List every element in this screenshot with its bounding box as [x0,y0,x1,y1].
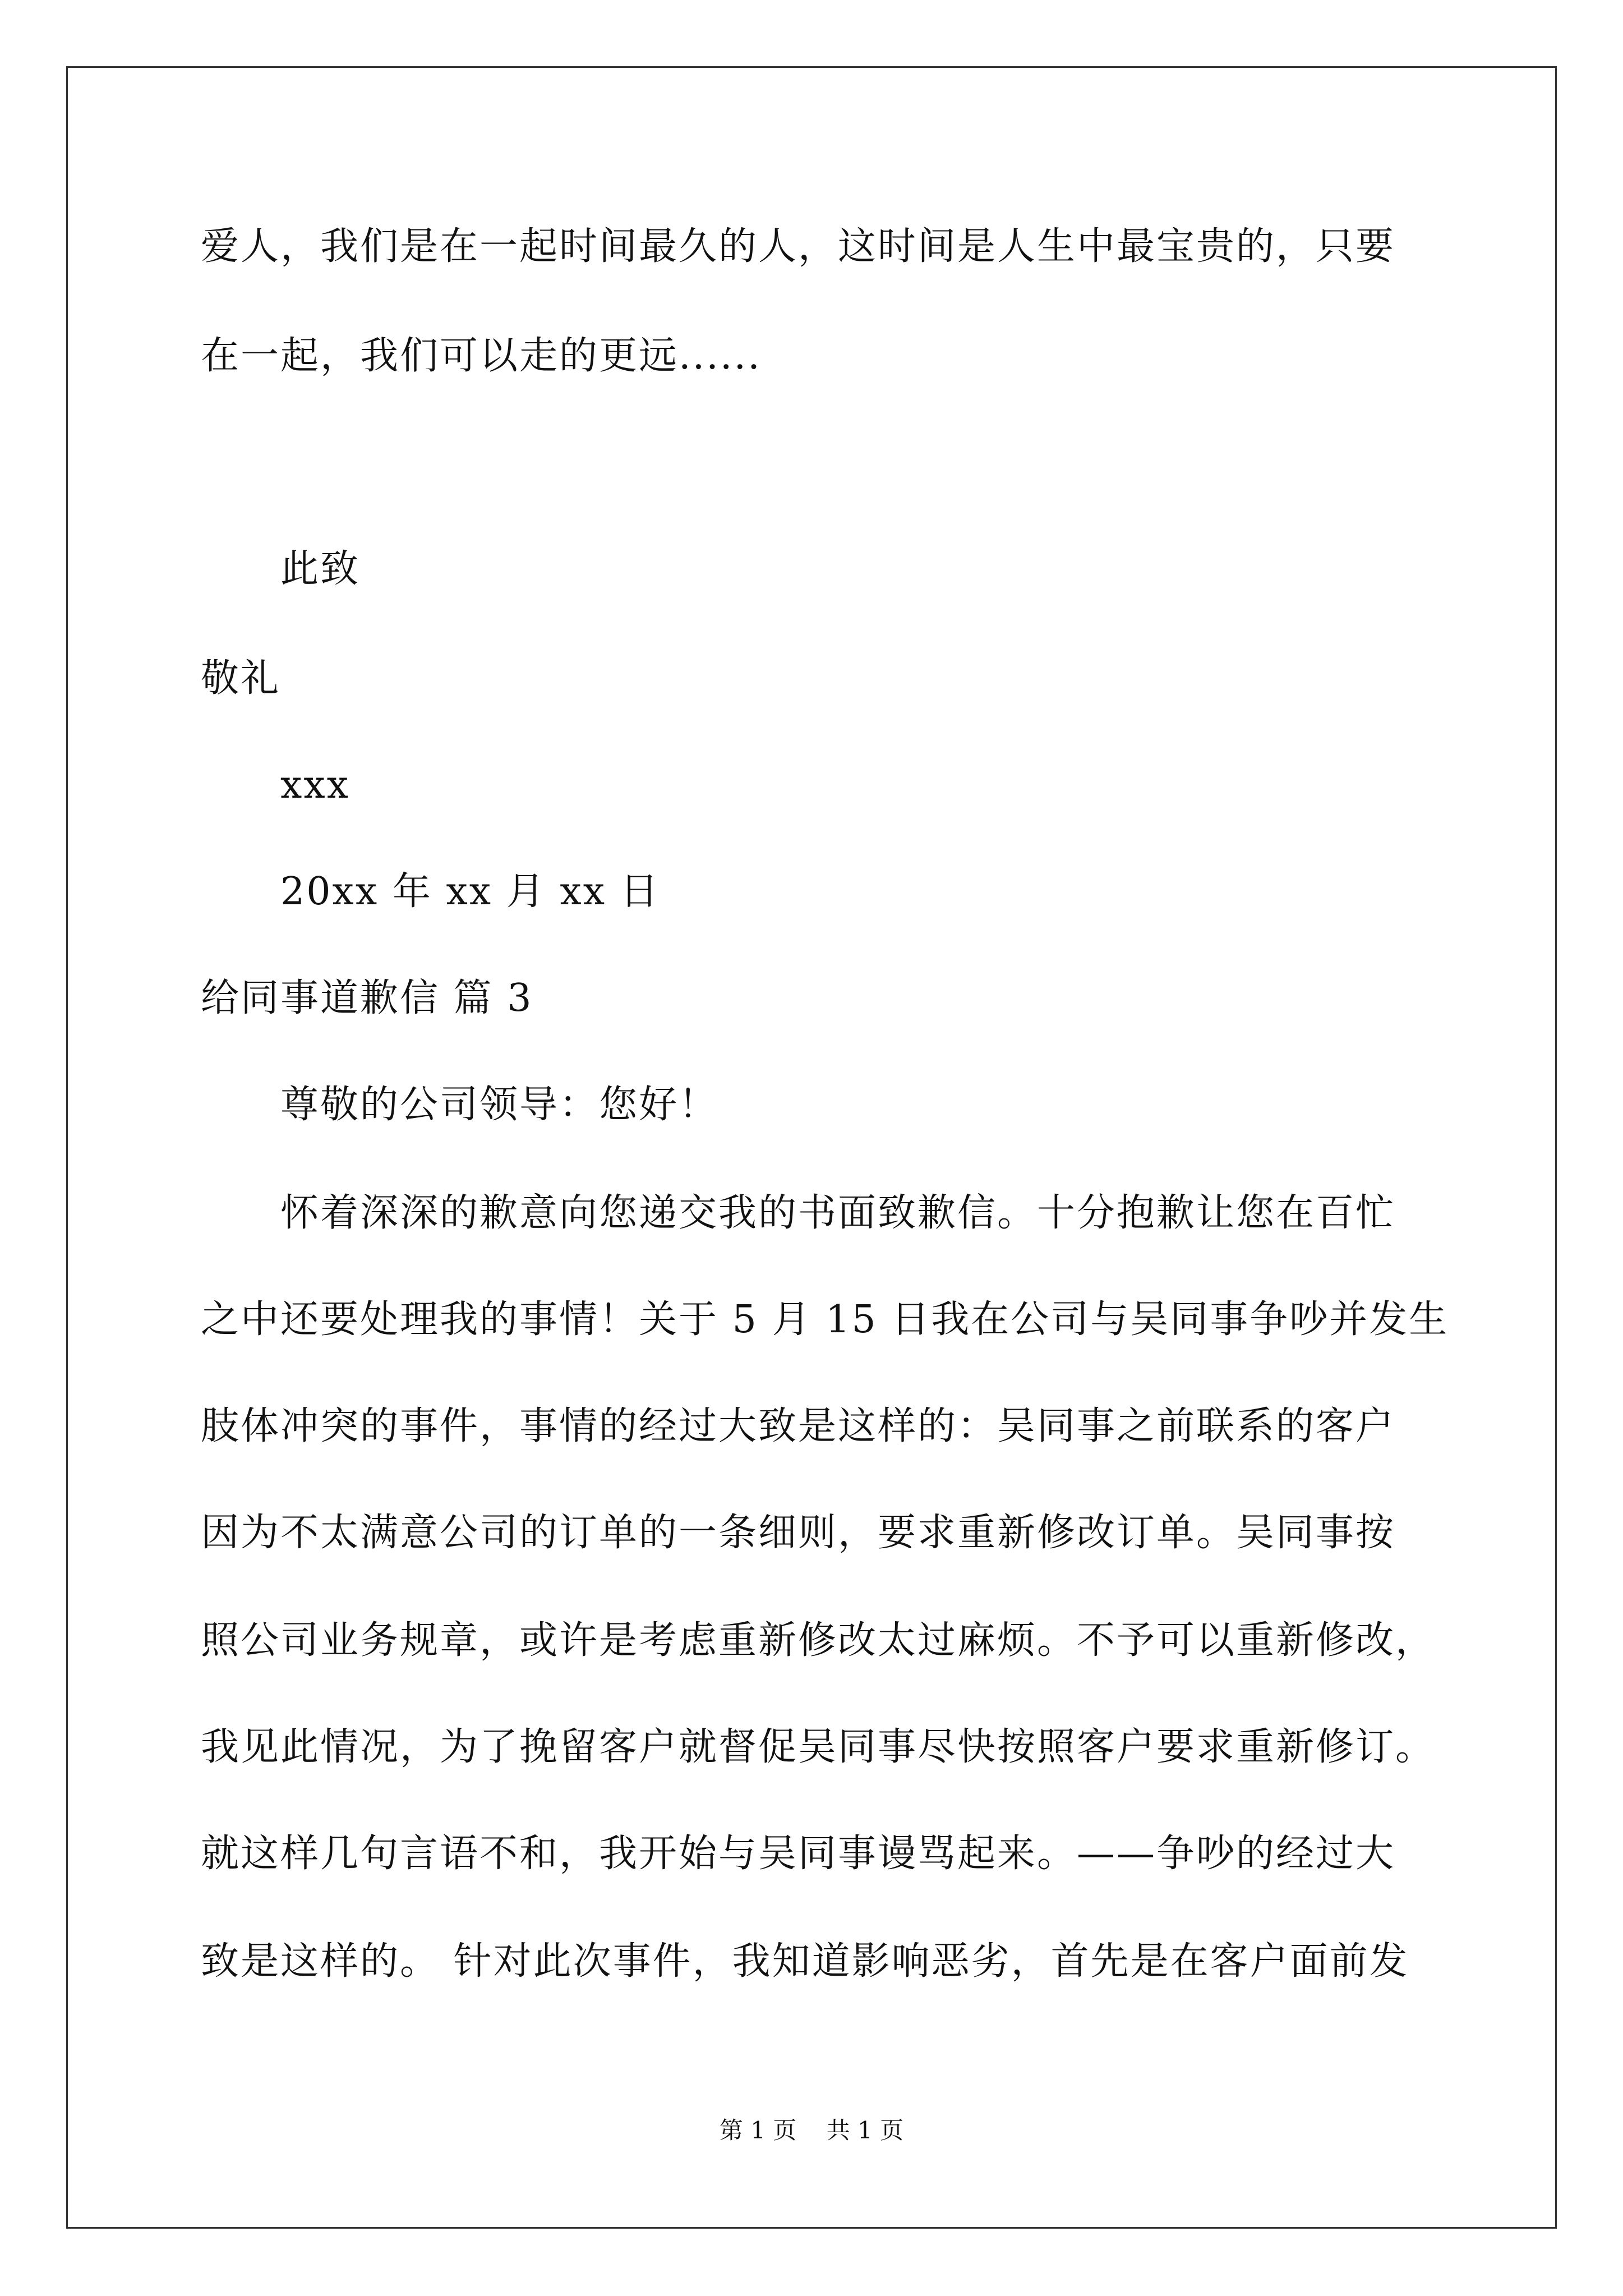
body-line-3: 怀着深深的歉意向您递交我的书面致歉信。十分抱歉让您在百忙 [280,1191,1396,1235]
body-line-4: 之中还要处理我的事情！关于 5 月 15 日我在公司与吴同事争吵并发生 [201,1297,1449,1342]
letter-greeting: 尊敬的公司领导：您好！ [280,1083,719,1127]
closing-respect: 敬礼 [201,656,281,701]
closing-salutation: 此致 [280,547,361,591]
body-line-7: 照公司业务规章，或许是考虑重新修改太过麻烦。不予可以重新修改， [201,1618,1436,1663]
page-border [66,66,1557,2229]
body-line-6: 因为不太满意公司的订单的一条细则，要求重新修改订单。吴同事按 [201,1511,1396,1555]
body-line-5: 肢体冲突的事件，事情的经过大致是这样的：吴同事之前联系的客户 [201,1404,1396,1448]
body-line-1: 爱人，我们是在一起时间最久的人，这时间是人生中最宝贵的，只要 [201,224,1396,269]
signature-date: 20xx 年 xx 月 xx 日 [280,869,660,914]
body-line-9: 就这样几句言语不和，我开始与吴同事谩骂起来。——争吵的经过大 [201,1832,1396,1876]
body-line-2: 在一起，我们可以走的更远...... [201,334,762,378]
body-line-8: 我见此情况，为了挽留客户就督促吴同事尽快按照客户要求重新修订。 [201,1725,1436,1769]
signature-name: xxx [280,763,351,807]
page-number-footer: 第 1 页 共 1 页 [719,2116,904,2144]
body-line-10: 致是这样的。 针对此次事件，我知道影响恶劣，首先是在客户面前发 [201,1939,1409,1984]
section-heading: 给同事道歉信 篇 3 [201,976,533,1020]
